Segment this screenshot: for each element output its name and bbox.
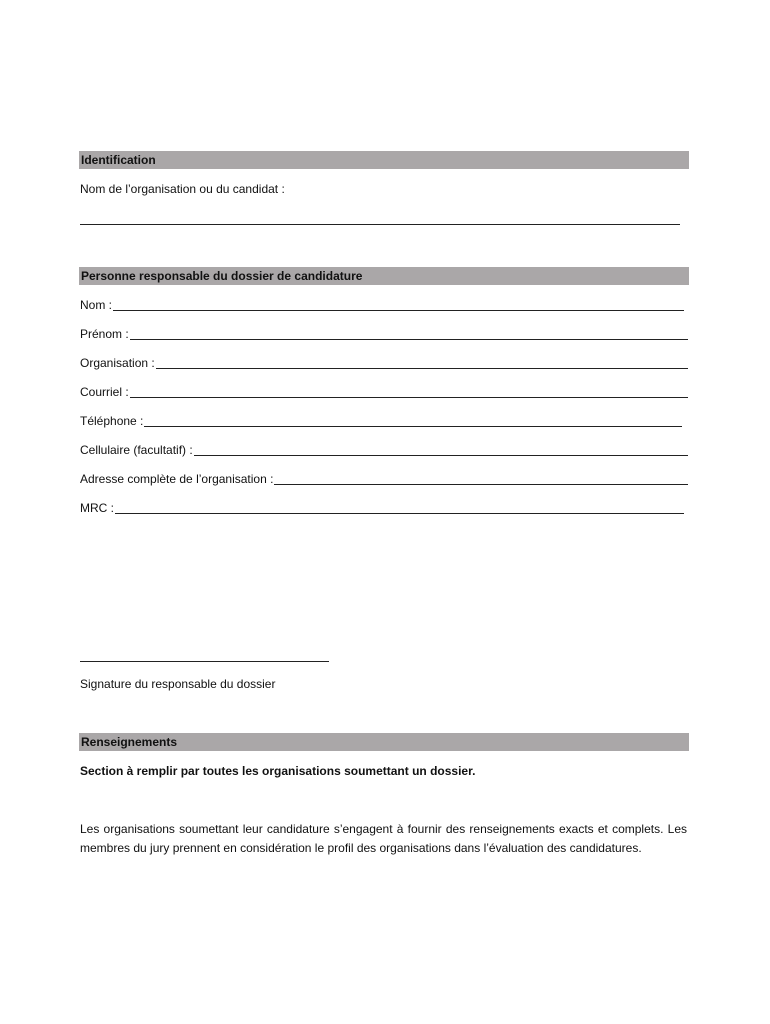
responsable-header: Personne responsable du dossier de candidature — [79, 267, 689, 285]
field-nom-label: Nom : — [80, 298, 113, 312]
field-prenom[interactable] — [80, 326, 688, 342]
org-name-field[interactable] — [80, 224, 680, 225]
field-adresse[interactable] — [80, 471, 688, 487]
renseignements-paragraph: Les organisations soumettant leur candidature s’engagent à fournir des renseignements exacts et complets. Les membres du jury prennent en considération le profil des organisations dans l’évaluation des candidatures. — [80, 822, 687, 855]
field-cellulaire-label: Cellulaire (facultatif) : — [80, 443, 193, 457]
field-cellulaire[interactable] — [80, 442, 688, 458]
field-prenom-line[interactable] — [130, 339, 688, 340]
field-organisation-label: Organisation : — [80, 356, 155, 370]
form-page — [79, 0, 689, 1024]
field-adresse-line[interactable] — [274, 484, 688, 485]
identification-header: Identification — [79, 151, 689, 169]
renseignements-header: Renseignements — [79, 733, 689, 751]
renseignements-instruction: Section à remplir par toutes les organisations soumettant un dossier. — [80, 764, 476, 778]
field-organisation-line[interactable] — [156, 368, 688, 369]
field-courriel-line[interactable] — [130, 397, 688, 398]
field-organisation[interactable] — [80, 355, 688, 371]
field-courriel[interactable] — [80, 384, 688, 400]
field-mrc-line[interactable] — [115, 513, 684, 514]
field-telephone-label: Téléphone : — [80, 414, 144, 428]
field-mrc-label: MRC : — [80, 501, 114, 515]
field-nom-line[interactable] — [113, 310, 684, 311]
field-adresse-label: Adresse complète de l’organisation : — [80, 472, 274, 486]
field-telephone[interactable] — [80, 413, 682, 429]
field-nom[interactable] — [80, 297, 684, 313]
org-name-label: Nom de l’organisation ou du candidat : — [80, 182, 285, 196]
field-courriel-label: Courriel : — [80, 385, 129, 399]
signature-line[interactable] — [80, 661, 329, 662]
field-cellulaire-line[interactable] — [194, 455, 688, 456]
field-mrc[interactable] — [80, 500, 684, 516]
field-prenom-label: Prénom : — [80, 327, 129, 341]
field-telephone-line[interactable] — [144, 426, 682, 427]
signature-label: Signature du responsable du dossier — [80, 677, 276, 691]
